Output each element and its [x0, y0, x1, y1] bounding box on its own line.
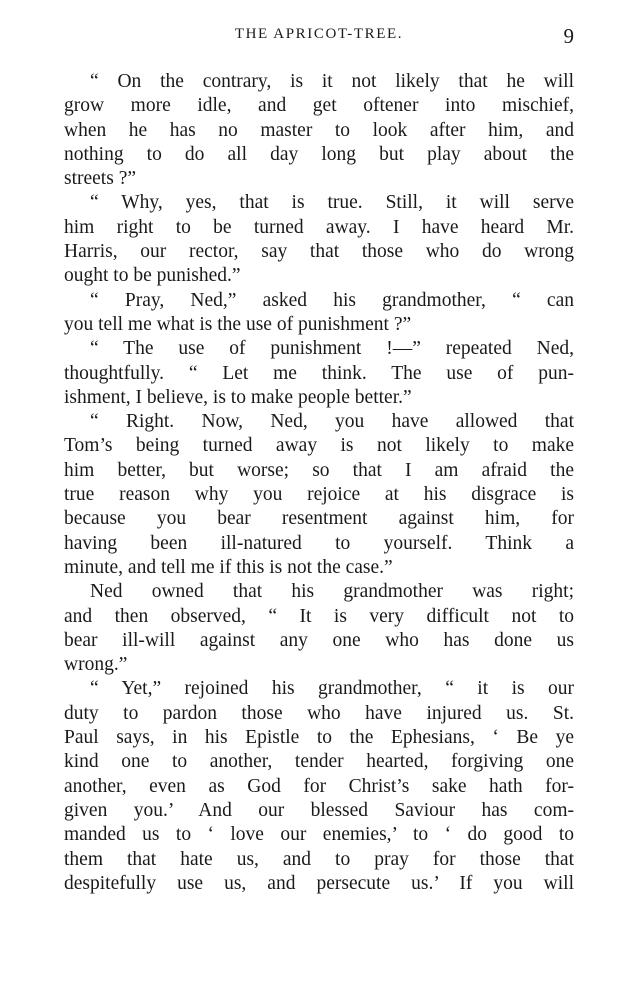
text-line: thoughtfully. “ Let me think. The use of pun- [64, 362, 574, 384]
text-line: “ Pray, Ned,” asked his grandmother, “ can [90, 289, 574, 311]
text-line: another, even as God for Christ’s sake hath for- [64, 775, 574, 797]
text-line: despitefully use us, and persecute us.’ If you will [64, 872, 574, 894]
text-line: streets ?” [64, 168, 137, 190]
page-number: 9 [563, 24, 574, 48]
text-line: true reason why you rejoice at his disgrace is [64, 484, 574, 506]
text-line: you tell me what is the use of punishment ?” [64, 313, 412, 335]
text-line: wrong.” [64, 654, 128, 676]
text-line: ought to be punished.” [64, 265, 241, 287]
text-line: Ned owned that his grandmother was right; [90, 581, 574, 603]
text-line: and then observed, “ It is very difficult not to [64, 605, 574, 627]
text-line: “ On the contrary, is it not likely that he will [90, 71, 574, 92]
text-line: “ Right. Now, Ned, you have allowed that [90, 411, 574, 433]
text-line: when he has no master to look after him, and [64, 119, 574, 141]
text-line: given you.’ And our blessed Saviour has com- [64, 799, 574, 821]
text-line: having been ill-natured to yourself. Think a [64, 532, 574, 554]
text-line: “ Yet,” rejoined his grandmother, “ it is our [90, 678, 574, 700]
text-line: him better, but worse; so that I am afraid the [64, 459, 574, 481]
text-line: manded us to ‘ love our enemies,’ to ‘ do good to [64, 824, 574, 846]
text-line: ishment, I believe, is to make people better.” [64, 386, 412, 408]
running-head [64, 24, 574, 46]
running-title: THE APRICOT-TREE. [234, 26, 404, 42]
text-line: because you bear resentment against him, for [64, 508, 574, 530]
text-line: grow more idle, and get oftener into mischief, [64, 95, 574, 117]
text-line: him right to be turned away. I have heard Mr. [64, 216, 574, 238]
text-line: them that hate us, and to pray for those that [64, 848, 574, 870]
text-line: nothing to do all day long but play about the [64, 143, 574, 165]
text-line: Harris, our rector, say that those who do wrong [64, 241, 574, 263]
text-line: minute, and tell me if this is not the case.” [64, 556, 393, 578]
text-line: duty to pardon those who have injured us. St. [64, 702, 574, 724]
body-text [64, 70, 574, 896]
text-line: kind one to another, tender hearted, forgiving one [64, 751, 574, 773]
text-line: “ The use of punishment !—” repeated Ned, [90, 338, 574, 360]
text-line: “ Why, yes, that is true. Still, it will serve [90, 192, 574, 214]
text-line: bear ill-will against any one who has done us [64, 629, 574, 651]
text-line: Tom’s being turned away is not likely to make [64, 435, 574, 457]
text-line: Paul says, in his Epistle to the Ephesians, ‘ Be ye [64, 727, 574, 749]
